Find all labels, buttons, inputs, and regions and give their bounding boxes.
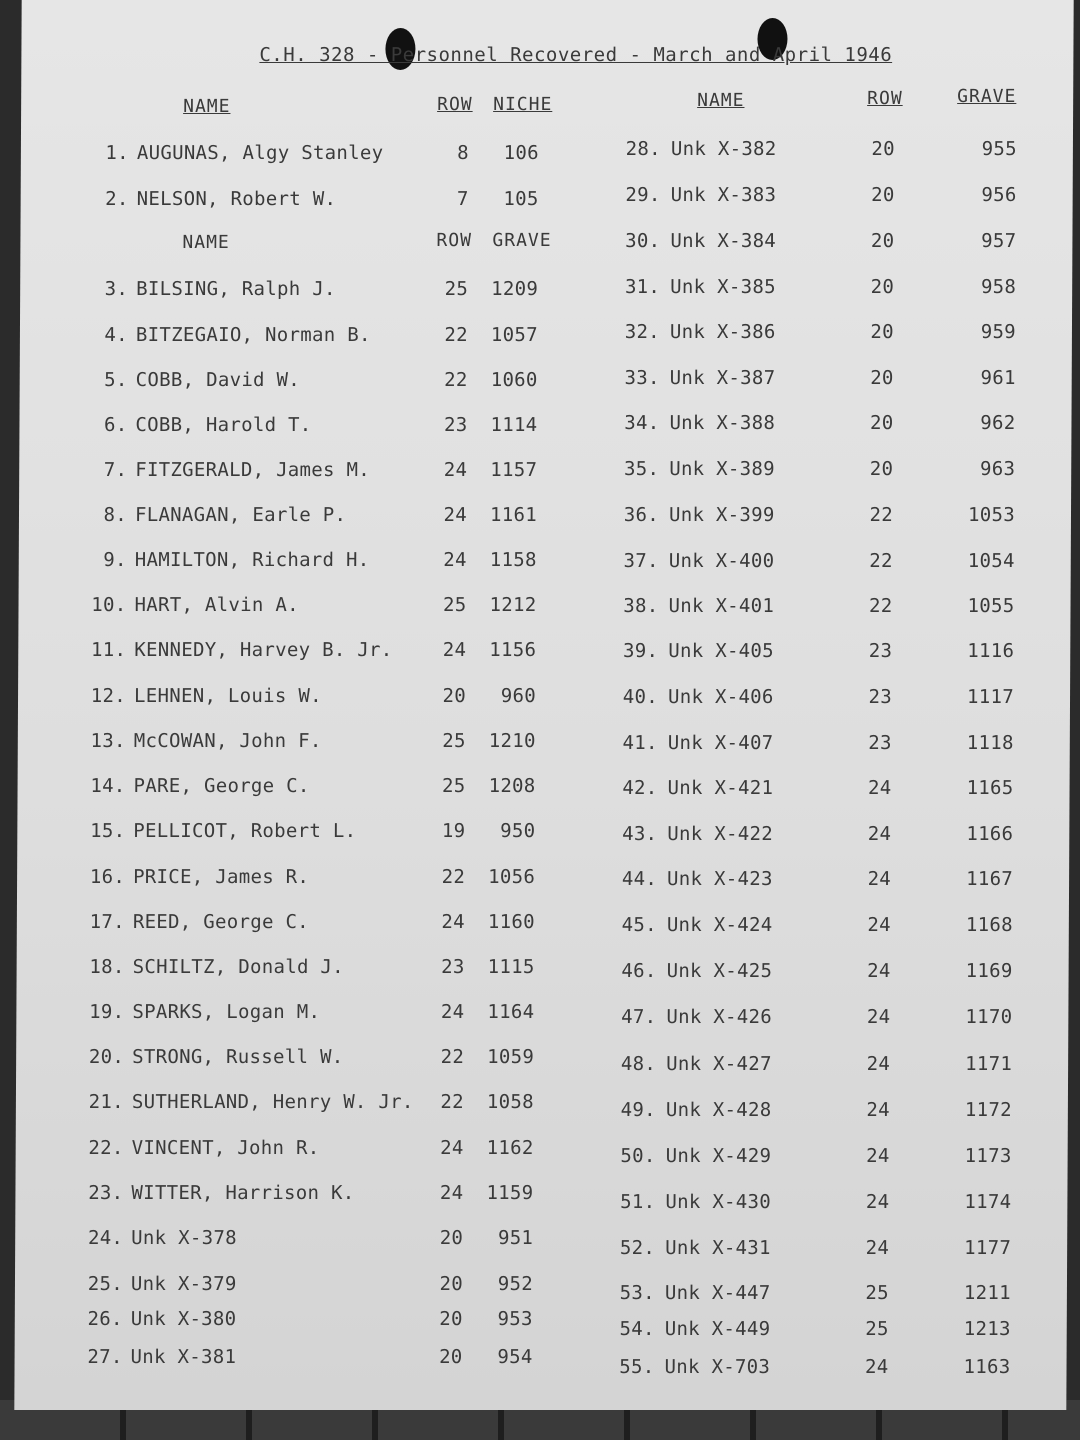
- entry-name: Unk X-447: [664, 1282, 771, 1304]
- entry-number: 14.: [90, 775, 126, 797]
- entry-name: REED, George C.: [132, 911, 310, 933]
- entry-name: Unk X-379: [130, 1273, 237, 1295]
- entry-row: 20: [870, 276, 895, 298]
- entry-name: Unk X-389: [669, 458, 775, 480]
- entry-row: 20: [869, 458, 894, 480]
- entry-row: 20: [442, 685, 467, 707]
- entry-name: FITZGERALD, James M.: [135, 459, 371, 481]
- entry-row: 24: [440, 1137, 464, 1159]
- entry-name: Unk X-426: [666, 1006, 773, 1028]
- entry-number: 39.: [623, 640, 659, 662]
- entry-number: 34.: [624, 412, 660, 434]
- entry-plot: 106: [503, 142, 539, 164]
- entry-plot: 1177: [964, 1237, 1012, 1259]
- entry-name: Unk X-399: [668, 504, 775, 526]
- entry-number: 19.: [89, 1001, 125, 1023]
- entry-row: 24: [866, 1145, 890, 1167]
- entry-number: 45.: [621, 914, 657, 936]
- entry-number: 31.: [624, 276, 661, 298]
- entry-row: 24: [443, 504, 468, 526]
- entry-row: 22: [440, 1046, 465, 1068]
- entry-number: 55.: [619, 1356, 655, 1378]
- entry-number: 4.: [104, 324, 128, 346]
- entry-name: Unk X-401: [668, 595, 775, 617]
- entry-row: 22: [868, 595, 893, 617]
- entry-number: 49.: [620, 1099, 656, 1121]
- entry-number: 50.: [620, 1145, 656, 1167]
- entry-plot: 963: [979, 458, 1016, 480]
- entry-plot: 1162: [486, 1137, 534, 1159]
- entry-number: 29.: [625, 184, 661, 206]
- entry-plot: 1170: [965, 1006, 1013, 1028]
- entry-row: 25: [442, 775, 466, 797]
- entry-row: 20: [439, 1227, 464, 1249]
- entry-number: 25.: [87, 1273, 124, 1295]
- entry-plot: 1174: [964, 1191, 1012, 1213]
- entry-number: 36.: [623, 504, 660, 526]
- entry-name: PRICE, James R.: [133, 866, 310, 888]
- entry-name: HART, Alvin A.: [134, 594, 299, 616]
- entry-name: Unk X-423: [667, 868, 773, 890]
- document-title: C.H. 328 - Personnel Recovered - March and April 1946: [259, 44, 893, 66]
- entry-plot: 1116: [967, 640, 1015, 662]
- entry-name: Unk X-378: [131, 1227, 237, 1249]
- entry-name: Unk X-421: [667, 777, 774, 799]
- entry-row: 24: [867, 960, 891, 982]
- entry-name: Unk X-429: [665, 1145, 772, 1167]
- entry-number: 7.: [103, 459, 128, 481]
- entry-name: Unk X-703: [664, 1356, 771, 1378]
- entry-row: 22: [440, 1091, 464, 1113]
- entry-name: Unk X-384: [670, 230, 777, 252]
- entry-row: 24: [865, 1191, 890, 1213]
- entry-name: VINCENT, John R.: [131, 1137, 320, 1159]
- entry-number: 6.: [103, 414, 128, 436]
- entry-plot: 1059: [487, 1046, 535, 1068]
- entry-name: Unk X-385: [670, 276, 776, 298]
- entry-plot: 956: [981, 184, 1017, 206]
- entry-name: Unk X-428: [665, 1099, 772, 1121]
- entry-plot: 1212: [489, 594, 537, 616]
- entry-plot: 1058: [486, 1091, 534, 1113]
- entry-plot: 953: [497, 1308, 533, 1330]
- entry-plot: 1157: [490, 459, 538, 481]
- entry-number: 24.: [87, 1227, 124, 1249]
- entry-plot: 1210: [488, 730, 536, 752]
- entry-name: STRONG, Russell W.: [132, 1046, 344, 1068]
- entry-name: Unk X-425: [666, 960, 773, 982]
- entry-number: 51.: [620, 1191, 656, 1213]
- entry-name: Unk X-381: [130, 1346, 237, 1368]
- entry-row: 24: [866, 1099, 890, 1121]
- entry-number: 13.: [90, 730, 126, 752]
- entry-row: 25: [865, 1282, 889, 1304]
- entry-row: 24: [865, 1237, 890, 1259]
- entry-row: 24: [439, 1182, 464, 1204]
- entry-row: 20: [439, 1308, 463, 1330]
- entry-row: 24: [440, 1001, 465, 1023]
- entry-plot: 950: [500, 820, 536, 842]
- entry-number: 52.: [619, 1237, 656, 1259]
- entry-number: 28.: [625, 138, 661, 160]
- entry-plot: 1171: [965, 1053, 1013, 1075]
- entry-row: 7: [456, 188, 469, 210]
- entry-number: 30.: [625, 230, 661, 252]
- entry-plot: 952: [497, 1273, 534, 1295]
- entry-number: 48.: [620, 1053, 657, 1075]
- entry-row: 20: [869, 412, 894, 434]
- entry-number: 47.: [621, 1006, 657, 1028]
- entry-name: WITTER, Harrison K.: [131, 1182, 355, 1204]
- entry-name: Unk X-430: [665, 1191, 772, 1213]
- entry-plot: 1208: [488, 775, 536, 797]
- entry-number: 16.: [89, 866, 126, 888]
- entry-plot: 955: [981, 138, 1017, 160]
- entry-row: 24: [866, 1006, 891, 1028]
- entry-number: 18.: [89, 956, 125, 978]
- entry-row: 22: [441, 866, 466, 888]
- entry-plot: 1117: [967, 686, 1015, 708]
- entry-number: 5.: [104, 369, 128, 391]
- entry-row: 24: [868, 777, 892, 799]
- entry-plot: 961: [980, 367, 1016, 389]
- entry-row: 19: [441, 820, 466, 842]
- entry-row: 24: [867, 823, 892, 845]
- entry-number: 27.: [87, 1346, 123, 1368]
- entry-row: 23: [868, 686, 893, 708]
- entry-number: 32.: [624, 321, 661, 343]
- entry-name: Unk X-400: [668, 550, 775, 572]
- entry-row: 20: [870, 367, 894, 389]
- entry-name: Unk X-383: [670, 184, 777, 206]
- entry-plot: 1158: [489, 549, 537, 571]
- entry-name: SUTHERLAND, Henry W. Jr.: [131, 1091, 414, 1113]
- entry-number: 22.: [88, 1137, 124, 1159]
- entry-name: Unk X-449: [664, 1318, 771, 1340]
- entry-plot: 105: [503, 188, 539, 210]
- left-grave-header: GRAVE: [492, 230, 552, 251]
- entry-name: Unk X-431: [665, 1237, 771, 1259]
- entry-row: 20: [871, 184, 895, 206]
- entry-number: 35.: [623, 458, 660, 480]
- entry-row: 24: [864, 1356, 889, 1378]
- entry-name: FLANAGAN, Earle P.: [134, 504, 347, 526]
- entry-number: 10.: [91, 594, 127, 616]
- entry-row: 24: [867, 914, 891, 936]
- entry-name: HAMILTON, Richard H.: [134, 549, 370, 571]
- entry-number: 17.: [89, 911, 125, 933]
- entry-plot: 1167: [966, 868, 1014, 890]
- entry-name: Unk X-388: [669, 412, 776, 434]
- entry-row: 20: [439, 1273, 464, 1295]
- right-name-header: NAME: [697, 90, 745, 111]
- entry-name: SPARKS, Logan M.: [132, 1001, 321, 1023]
- entry-plot: 1057: [490, 324, 538, 346]
- document-page: [14, 0, 1073, 1410]
- entry-plot: 1164: [487, 1001, 535, 1023]
- entry-plot: 1053: [967, 504, 1016, 526]
- entry-name: NELSON, Robert W.: [136, 188, 337, 210]
- entry-row: 24: [867, 868, 892, 890]
- entry-number: 21.: [88, 1091, 124, 1113]
- entry-number: 46.: [621, 960, 657, 982]
- entry-row: 25: [865, 1318, 889, 1340]
- entry-number: 8.: [103, 504, 128, 526]
- entry-name: McCOWAN, John F.: [133, 730, 322, 752]
- entry-plot: 1115: [487, 956, 535, 978]
- entry-plot: 1213: [963, 1318, 1011, 1340]
- entry-number: 26.: [87, 1308, 123, 1330]
- entry-number: 43.: [622, 823, 658, 845]
- entry-row: 23: [443, 414, 468, 436]
- entry-number: 23.: [88, 1182, 124, 1204]
- entry-row: 24: [443, 549, 467, 571]
- entry-plot: 1211: [963, 1282, 1011, 1304]
- entry-name: Unk X-422: [667, 823, 774, 845]
- entry-row: 25: [442, 594, 467, 616]
- entry-plot: 1055: [967, 595, 1015, 617]
- entry-name: Unk X-386: [669, 321, 776, 343]
- entry-plot: 954: [497, 1346, 533, 1368]
- entry-name: KENNEDY, Harvey B. Jr.: [134, 639, 393, 661]
- left-niche-header: NICHE: [493, 94, 553, 115]
- entry-name: PARE, George C.: [133, 775, 310, 797]
- entry-plot: 960: [500, 685, 537, 707]
- entry-number: 40.: [622, 686, 659, 708]
- entry-plot: 962: [980, 412, 1016, 434]
- entry-row: 22: [444, 369, 468, 391]
- left-name-header: NAME: [183, 96, 231, 117]
- entry-row: 23: [868, 640, 893, 662]
- entry-number: 37.: [623, 550, 659, 572]
- entry-plot: 1114: [490, 414, 538, 436]
- entry-number: 38.: [623, 595, 659, 617]
- entry-name: LEHNEN, Louis W.: [133, 685, 322, 707]
- entry-row: 24: [443, 459, 468, 481]
- entry-number: 41.: [622, 732, 658, 754]
- entry-plot: 1054: [967, 550, 1015, 572]
- entry-plot: 1118: [966, 732, 1014, 754]
- entry-name: AUGUNAS, Algy Stanley: [136, 142, 384, 164]
- entry-row: 8: [457, 142, 469, 164]
- entry-plot: 1172: [964, 1099, 1012, 1121]
- entry-number: 12.: [90, 685, 127, 707]
- entry-plot: 1166: [966, 823, 1014, 845]
- entry-name: Unk X-406: [667, 686, 774, 708]
- entry-name: PELLICOT, Robert L.: [133, 820, 357, 842]
- entry-plot: 1163: [963, 1356, 1011, 1378]
- entry-plot: 1209: [491, 278, 539, 300]
- entry-row: 20: [870, 230, 895, 252]
- entry-number: 11.: [91, 639, 127, 661]
- entry-number: 3.: [104, 278, 129, 300]
- entry-plot: 1165: [966, 777, 1014, 799]
- entry-number: 54.: [619, 1318, 655, 1340]
- entry-row: 22: [444, 324, 468, 346]
- entry-row: 24: [441, 911, 465, 933]
- entry-number: 2.: [105, 188, 129, 210]
- entry-plot: 1056: [488, 866, 536, 888]
- entry-row: 20: [439, 1346, 463, 1368]
- left-row-header: ROW: [437, 94, 473, 115]
- entry-name: Unk X-387: [669, 367, 776, 389]
- entry-row: 23: [868, 732, 892, 754]
- entry-name: Unk X-380: [130, 1308, 237, 1330]
- entry-plot: 1168: [965, 914, 1013, 936]
- right-grave-header: GRAVE: [957, 86, 1017, 107]
- entry-row: 22: [869, 504, 894, 526]
- entry-name: SCHILTZ, Donald J.: [132, 956, 344, 978]
- entry-name: COBB, David W.: [135, 369, 301, 391]
- entry-plot: 958: [980, 276, 1017, 298]
- entry-plot: 1156: [489, 639, 537, 661]
- entry-name: Unk X-382: [670, 138, 777, 160]
- entry-number: 1.: [105, 142, 129, 164]
- entry-name: BITZEGAIO, Norman B.: [135, 324, 371, 346]
- entry-plot: 1161: [489, 504, 538, 526]
- entry-plot: 1159: [486, 1182, 534, 1204]
- entry-number: 53.: [619, 1282, 655, 1304]
- left-row-header-2: ROW: [436, 230, 473, 251]
- entry-name: Unk X-405: [668, 640, 774, 662]
- entry-number: 15.: [90, 820, 126, 842]
- entry-number: 20.: [88, 1046, 125, 1068]
- entry-row: 20: [871, 138, 895, 160]
- entry-plot: 1160: [487, 911, 535, 933]
- entry-plot: 1060: [490, 369, 538, 391]
- entry-plot: 957: [981, 230, 1017, 252]
- entry-number: 42.: [622, 777, 658, 799]
- entry-number: 9.: [103, 549, 127, 571]
- entry-row: 24: [442, 639, 467, 661]
- entry-row: 23: [441, 956, 465, 978]
- entry-name: Unk X-424: [666, 914, 773, 936]
- entry-plot: 951: [497, 1227, 534, 1249]
- entry-number: 44.: [621, 868, 658, 890]
- entry-name: COBB, Harold T.: [135, 414, 312, 436]
- entry-row: 22: [869, 550, 893, 572]
- entry-plot: 959: [980, 321, 1017, 343]
- right-row-header: ROW: [867, 88, 903, 109]
- entry-number: 33.: [624, 367, 660, 389]
- entry-name: BILSING, Ralph J.: [136, 278, 336, 300]
- entry-row: 20: [870, 321, 895, 343]
- entry-name: Unk X-407: [667, 732, 774, 754]
- entry-name: Unk X-427: [666, 1053, 772, 1075]
- entry-row: 24: [866, 1053, 891, 1075]
- entry-plot: 1169: [965, 960, 1013, 982]
- entry-row: 25: [442, 730, 466, 752]
- entry-plot: 1173: [964, 1145, 1012, 1167]
- left-name-header-2: NAME: [182, 232, 230, 253]
- entry-row: 25: [444, 278, 469, 300]
